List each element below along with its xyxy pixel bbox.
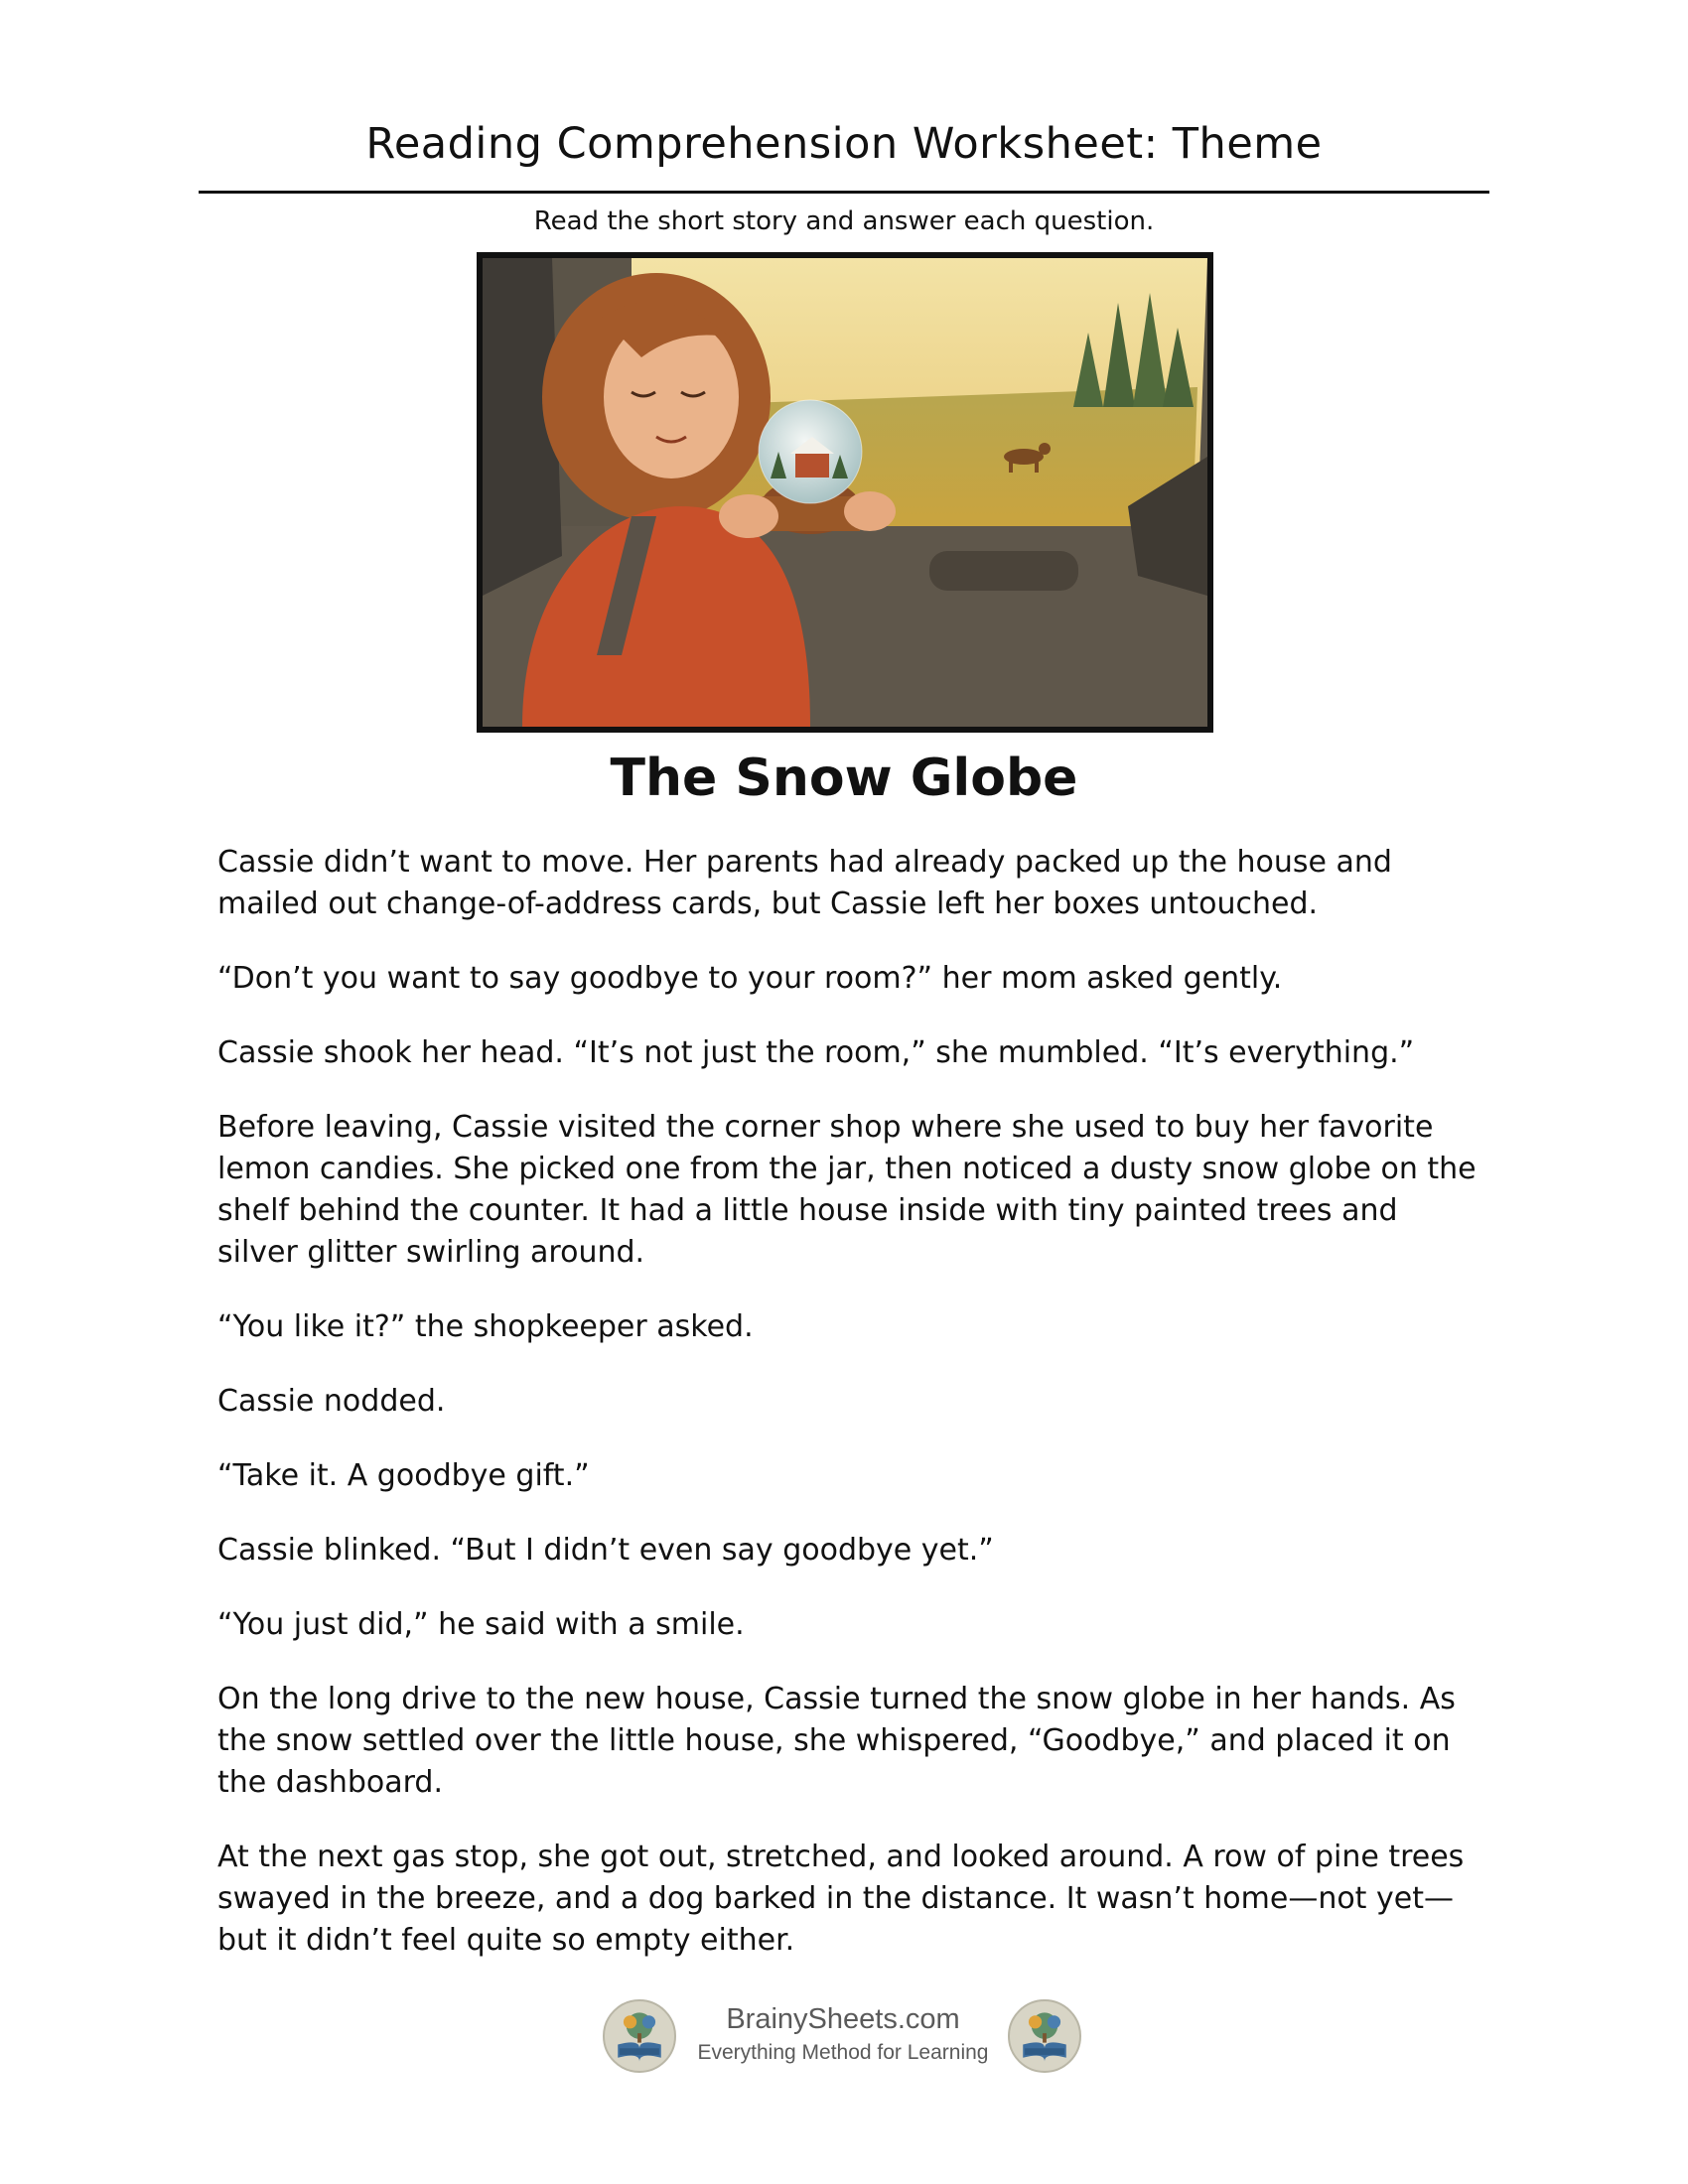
story-paragraph: “Take it. A goodbye gift.”: [217, 1458, 590, 1493]
story-paragraph: Cassie didn’t want to move. Her parents had already packed up the house and mailed out change-of-address cards, but Cassie left her boxes untouched.: [217, 845, 1392, 921]
book-tree-logo-icon: [603, 1999, 676, 2073]
story-paragraph: Cassie shook her head. “It’s not just the room,” she mumbled. “It’s everything.”: [217, 1035, 1415, 1070]
story-paragraph: Before leaving, Cassie visited the corner shop where she used to buy her favorite lemon candies. She picked one from the jar, then noticed a dusty snow globe on the shelf behind the counter. It had a little house inside with tiny painted trees and silver glitter swirling around.: [217, 1110, 1477, 1270]
story-title: The Snow Globe: [610, 749, 1078, 808]
worksheet-title: Reading Comprehension Worksheet: Theme: [365, 119, 1323, 169]
story-text: [217, 842, 1478, 1994]
book-tree-logo-icon: [1008, 1999, 1081, 2073]
title-divider: [199, 191, 1489, 194]
girl-holding-snow-globe-in-car-illustration: [483, 258, 1207, 727]
story-paragraph: “Don’t you want to say goodbye to your room?” her mom asked gently.: [217, 961, 1283, 996]
story-paragraph: Cassie nodded.: [217, 1384, 446, 1419]
story-paragraph: “You just did,” he said with a smile.: [217, 1607, 745, 1642]
footer: [596, 1997, 1092, 2077]
story-paragraph: On the long drive to the new house, Cassie turned the snow globe in her hands. As the snow settled over the little house, she whispered, “Goodbye,” and placed it on the dashboard.: [217, 1682, 1456, 1800]
story-illustration: [477, 252, 1213, 733]
instructions-text: Read the short story and answer each question.: [533, 206, 1155, 236]
site-tagline: Everything Method for Learning: [697, 2041, 989, 2064]
story-paragraph: At the next gas stop, she got out, stretched, and looked around. A row of pine trees swayed in the breeze, and a dog barked in the distance. It wasn’t home—not yet—but it didn’t feel quite so empty either.: [217, 1840, 1465, 1958]
site-name: BrainySheets.com: [726, 2003, 960, 2035]
story-paragraph: “You like it?” the shopkeeper asked.: [217, 1309, 754, 1344]
story-paragraph: Cassie blinked. “But I didn’t even say goodbye yet.”: [217, 1533, 994, 1568]
